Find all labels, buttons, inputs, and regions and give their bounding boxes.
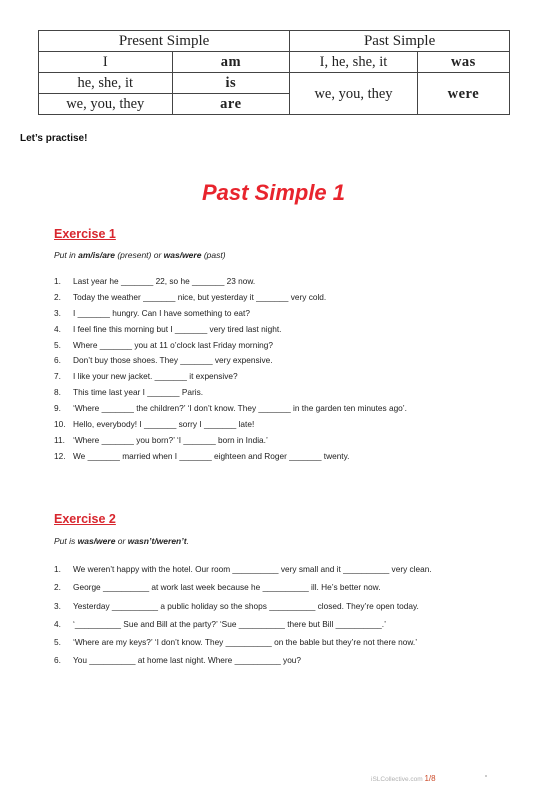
- table-cell: he, she, it: [39, 73, 173, 94]
- instruction-text: or: [115, 536, 128, 546]
- watermark-text: iSLCollective.com: [371, 776, 423, 783]
- exercise-1-instruction: [54, 250, 226, 260]
- list-item: [54, 652, 474, 668]
- list-item: [54, 307, 494, 320]
- item-number: 12.: [54, 450, 66, 461]
- list-item: [54, 370, 494, 383]
- instruction-bold: was/were: [163, 250, 202, 260]
- list-item: [54, 434, 494, 447]
- list-item: [54, 579, 474, 595]
- exercise-1-list: [54, 275, 494, 466]
- exercise-2-heading: Exercise 2: [54, 512, 116, 526]
- page-number: 1/8: [424, 774, 436, 783]
- item-number: 9.: [54, 403, 61, 414]
- decorative-dot: [485, 775, 487, 777]
- table-row: [39, 52, 510, 73]
- item-text: ‘Where _______ the children?’ ‘I don’t know. They _______ in the garden ten minutes ago’.: [73, 403, 407, 414]
- item-number: 4.: [54, 618, 61, 629]
- table-header-row: [39, 31, 510, 52]
- table-cell: are: [172, 94, 290, 115]
- list-item: [54, 323, 494, 336]
- item-text: We _______ married when I _______ eighteen and Roger _______ twenty.: [73, 450, 350, 461]
- instruction-text: Put in: [54, 250, 79, 260]
- instruction-text: Put is: [54, 536, 78, 546]
- item-number: 5.: [54, 339, 61, 350]
- watermark: [371, 774, 436, 783]
- item-text: I feel fine this morning but I _______ very tired last night.: [73, 323, 282, 334]
- list-item: [54, 616, 474, 632]
- grammar-table: [38, 30, 510, 115]
- table-cell: were: [417, 73, 509, 115]
- table-cell: is: [172, 73, 290, 94]
- practise-label: Let’s practise!: [20, 133, 88, 144]
- item-text: ‘__________ Sue and Bill at the party?’ ‘Sue __________ there but Bill __________.’: [73, 618, 386, 629]
- past-simple-header: Past Simple: [290, 31, 510, 52]
- table-cell: am: [172, 52, 290, 73]
- table-cell: I, he, she, it: [290, 52, 418, 73]
- table-cell: I: [39, 52, 173, 73]
- list-item: [54, 275, 494, 288]
- item-text: Yesterday __________ a public holiday so the shops __________ closed. They’re open today.: [73, 600, 419, 611]
- list-item: [54, 450, 494, 463]
- item-text: This time last year I _______ Paris.: [73, 387, 204, 398]
- exercise-2-instruction: [54, 536, 189, 546]
- item-text: Hello, everybody! I _______ sorry I _______ late!: [73, 419, 255, 430]
- instruction-bold: wasn’t/weren’t: [127, 536, 187, 546]
- list-item: [54, 402, 494, 415]
- item-text: ‘Where _______ you born?’ ‘I _______ born in India.’: [73, 434, 268, 445]
- present-simple-header: Present Simple: [39, 31, 290, 52]
- table-row: [39, 73, 510, 94]
- item-text: ‘Where are my keys?’ ‘I don’t know. They __________ on the bable but they’re not there now.’: [73, 637, 418, 648]
- list-item: [54, 291, 494, 304]
- item-number: 3.: [54, 600, 61, 611]
- item-number: 7.: [54, 371, 61, 382]
- list-item: [54, 354, 494, 367]
- table-cell: was: [417, 52, 509, 73]
- item-number: 4.: [54, 323, 61, 334]
- item-number: 3.: [54, 307, 61, 318]
- item-number: 1.: [54, 564, 61, 574]
- instruction-bold: am/is/are: [78, 250, 115, 260]
- item-number: 10.: [54, 419, 66, 430]
- exercise-2-list: [54, 561, 474, 671]
- instruction-text: (past): [201, 250, 226, 260]
- item-number: 6.: [54, 355, 61, 366]
- instruction-bold: was/were: [77, 536, 116, 546]
- item-text: Where _______ you at 11 o’clock last Friday morning?: [73, 339, 274, 350]
- item-text: I like your new jacket. _______ it expensive?: [73, 371, 238, 382]
- item-number: 1.: [54, 276, 61, 286]
- list-item: [54, 598, 474, 614]
- list-item: [54, 561, 474, 577]
- item-text: Today the weather _______ nice, but yesterday it _______ very cold.: [73, 291, 327, 302]
- item-number: 8.: [54, 387, 61, 398]
- instruction-text: .: [186, 536, 189, 546]
- item-text: We weren’t happy with the hotel. Our room __________ very small and it __________ very clean.: [73, 564, 432, 574]
- list-item: [54, 418, 494, 431]
- table-cell: we, you, they: [290, 73, 418, 115]
- item-text: Last year he _______ 22, so he _______ 23 now.: [73, 276, 256, 286]
- exercise-1-heading: Exercise 1: [54, 227, 116, 241]
- item-number: 5.: [54, 637, 61, 648]
- list-item: [54, 634, 474, 650]
- item-text: George __________ at work last week because he __________ ill. He’s better now.: [73, 582, 381, 593]
- item-text: I _______ hungry. Can I have something to eat?: [73, 307, 250, 318]
- item-number: 2.: [54, 582, 61, 593]
- list-item: [54, 339, 494, 352]
- list-item: [54, 386, 494, 399]
- instruction-text: (present) or: [114, 250, 164, 260]
- item-number: 2.: [54, 291, 61, 302]
- item-number: 11.: [54, 434, 65, 445]
- table-cell: we, you, they: [39, 94, 173, 115]
- item-text: Don’t buy those shoes. They _______ very expensive.: [73, 355, 273, 366]
- page-title: Past Simple 1: [201, 180, 346, 205]
- item-number: 6.: [54, 655, 61, 666]
- item-text: You __________ at home last night. Where __________ you?: [73, 655, 302, 666]
